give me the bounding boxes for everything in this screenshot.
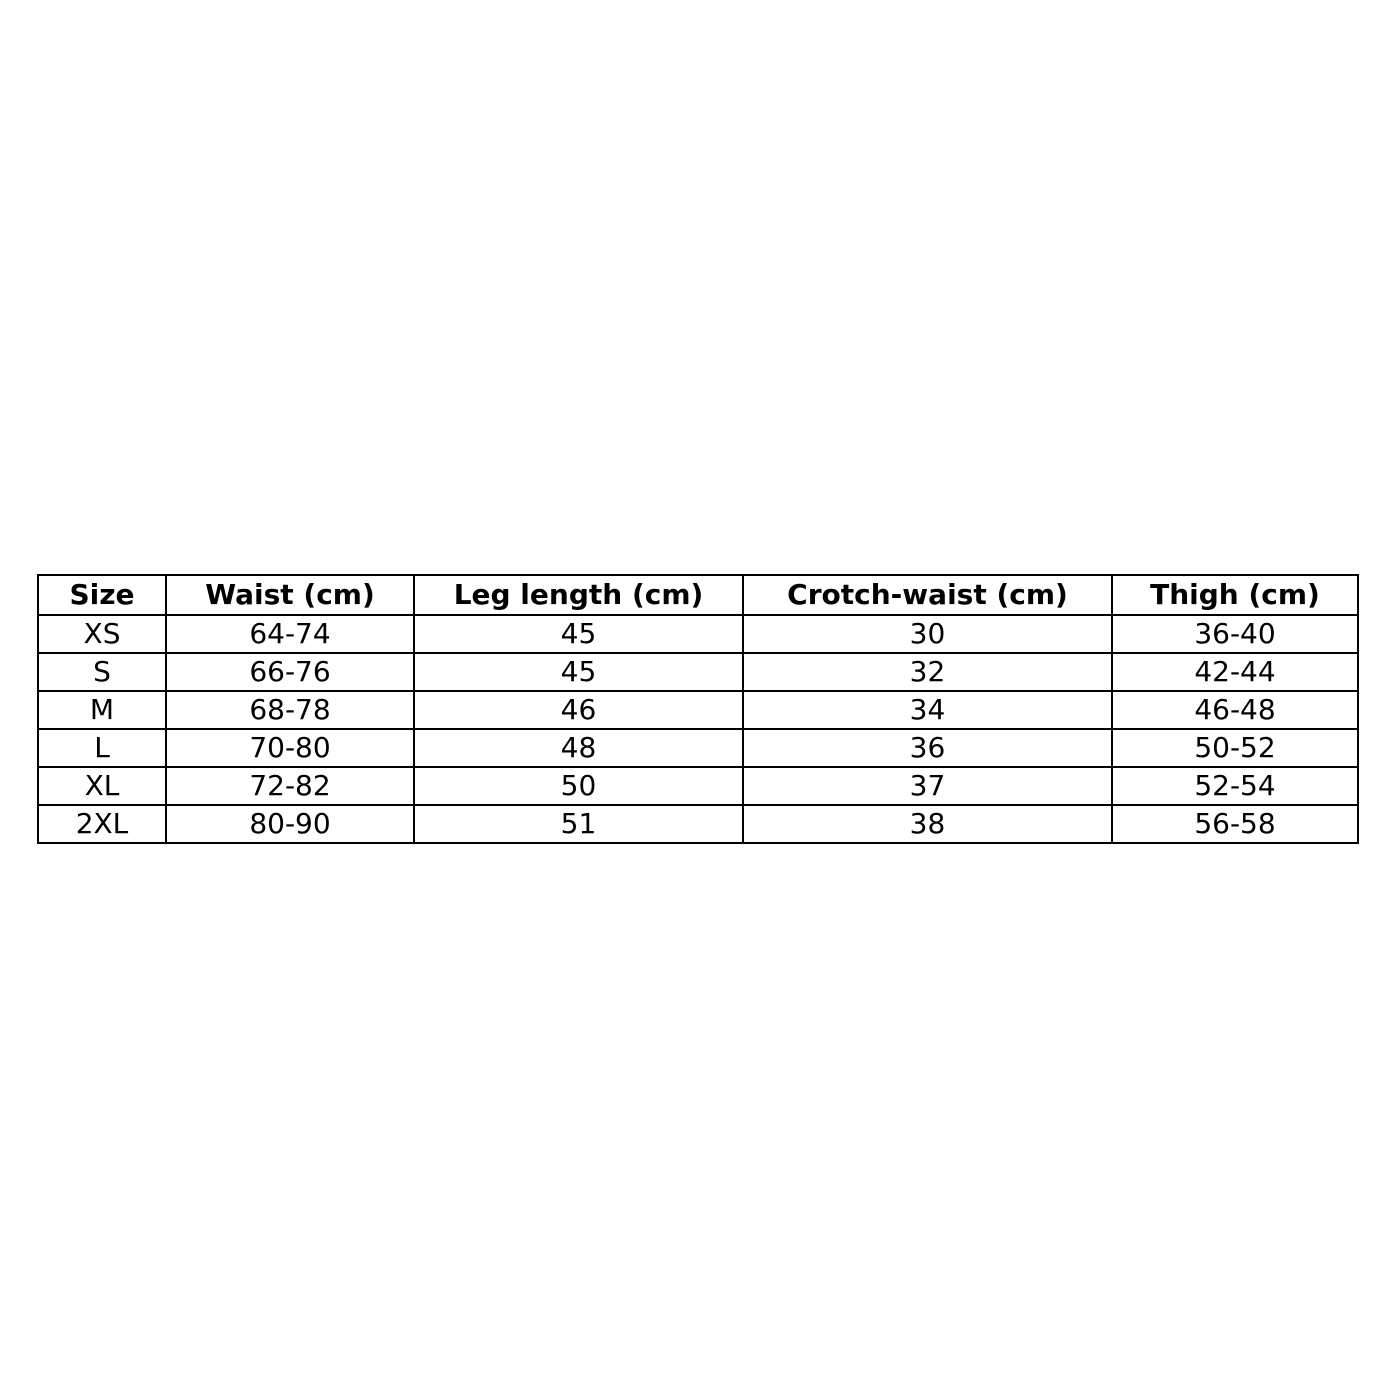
cell-waist: 64-74 [166,615,414,653]
table-row [38,653,1358,691]
cell-thigh: 50-52 [1112,729,1358,767]
header-crotch-waist: Crotch-waist (cm) [743,575,1112,615]
header-row [38,575,1358,615]
cell-crotch-waist: 38 [743,805,1112,843]
cell-size: L [38,729,166,767]
table-row [38,767,1358,805]
table-row [38,805,1358,843]
cell-size: S [38,653,166,691]
cell-leg-length: 45 [414,653,743,691]
table-row [38,729,1358,767]
cell-thigh: 46-48 [1112,691,1358,729]
cell-thigh: 56-58 [1112,805,1358,843]
cell-waist: 70-80 [166,729,414,767]
cell-leg-length: 48 [414,729,743,767]
cell-size: 2XL [38,805,166,843]
header-size: Size [38,575,166,615]
header-leg-length: Leg length (cm) [414,575,743,615]
cell-waist: 66-76 [166,653,414,691]
table-row [38,615,1358,653]
cell-waist: 72-82 [166,767,414,805]
cell-size: M [38,691,166,729]
cell-crotch-waist: 30 [743,615,1112,653]
table-row [38,691,1358,729]
cell-leg-length: 50 [414,767,743,805]
cell-size: XL [38,767,166,805]
cell-thigh: 42-44 [1112,653,1358,691]
cell-leg-length: 46 [414,691,743,729]
cell-thigh: 52-54 [1112,767,1358,805]
cell-waist: 80-90 [166,805,414,843]
cell-crotch-waist: 36 [743,729,1112,767]
size-chart-table [37,574,1359,844]
cell-thigh: 36-40 [1112,615,1358,653]
cell-crotch-waist: 37 [743,767,1112,805]
cell-waist: 68-78 [166,691,414,729]
cell-leg-length: 51 [414,805,743,843]
header-thigh: Thigh (cm) [1112,575,1358,615]
cell-crotch-waist: 34 [743,691,1112,729]
cell-size: XS [38,615,166,653]
cell-leg-length: 45 [414,615,743,653]
header-waist: Waist (cm) [166,575,414,615]
cell-crotch-waist: 32 [743,653,1112,691]
